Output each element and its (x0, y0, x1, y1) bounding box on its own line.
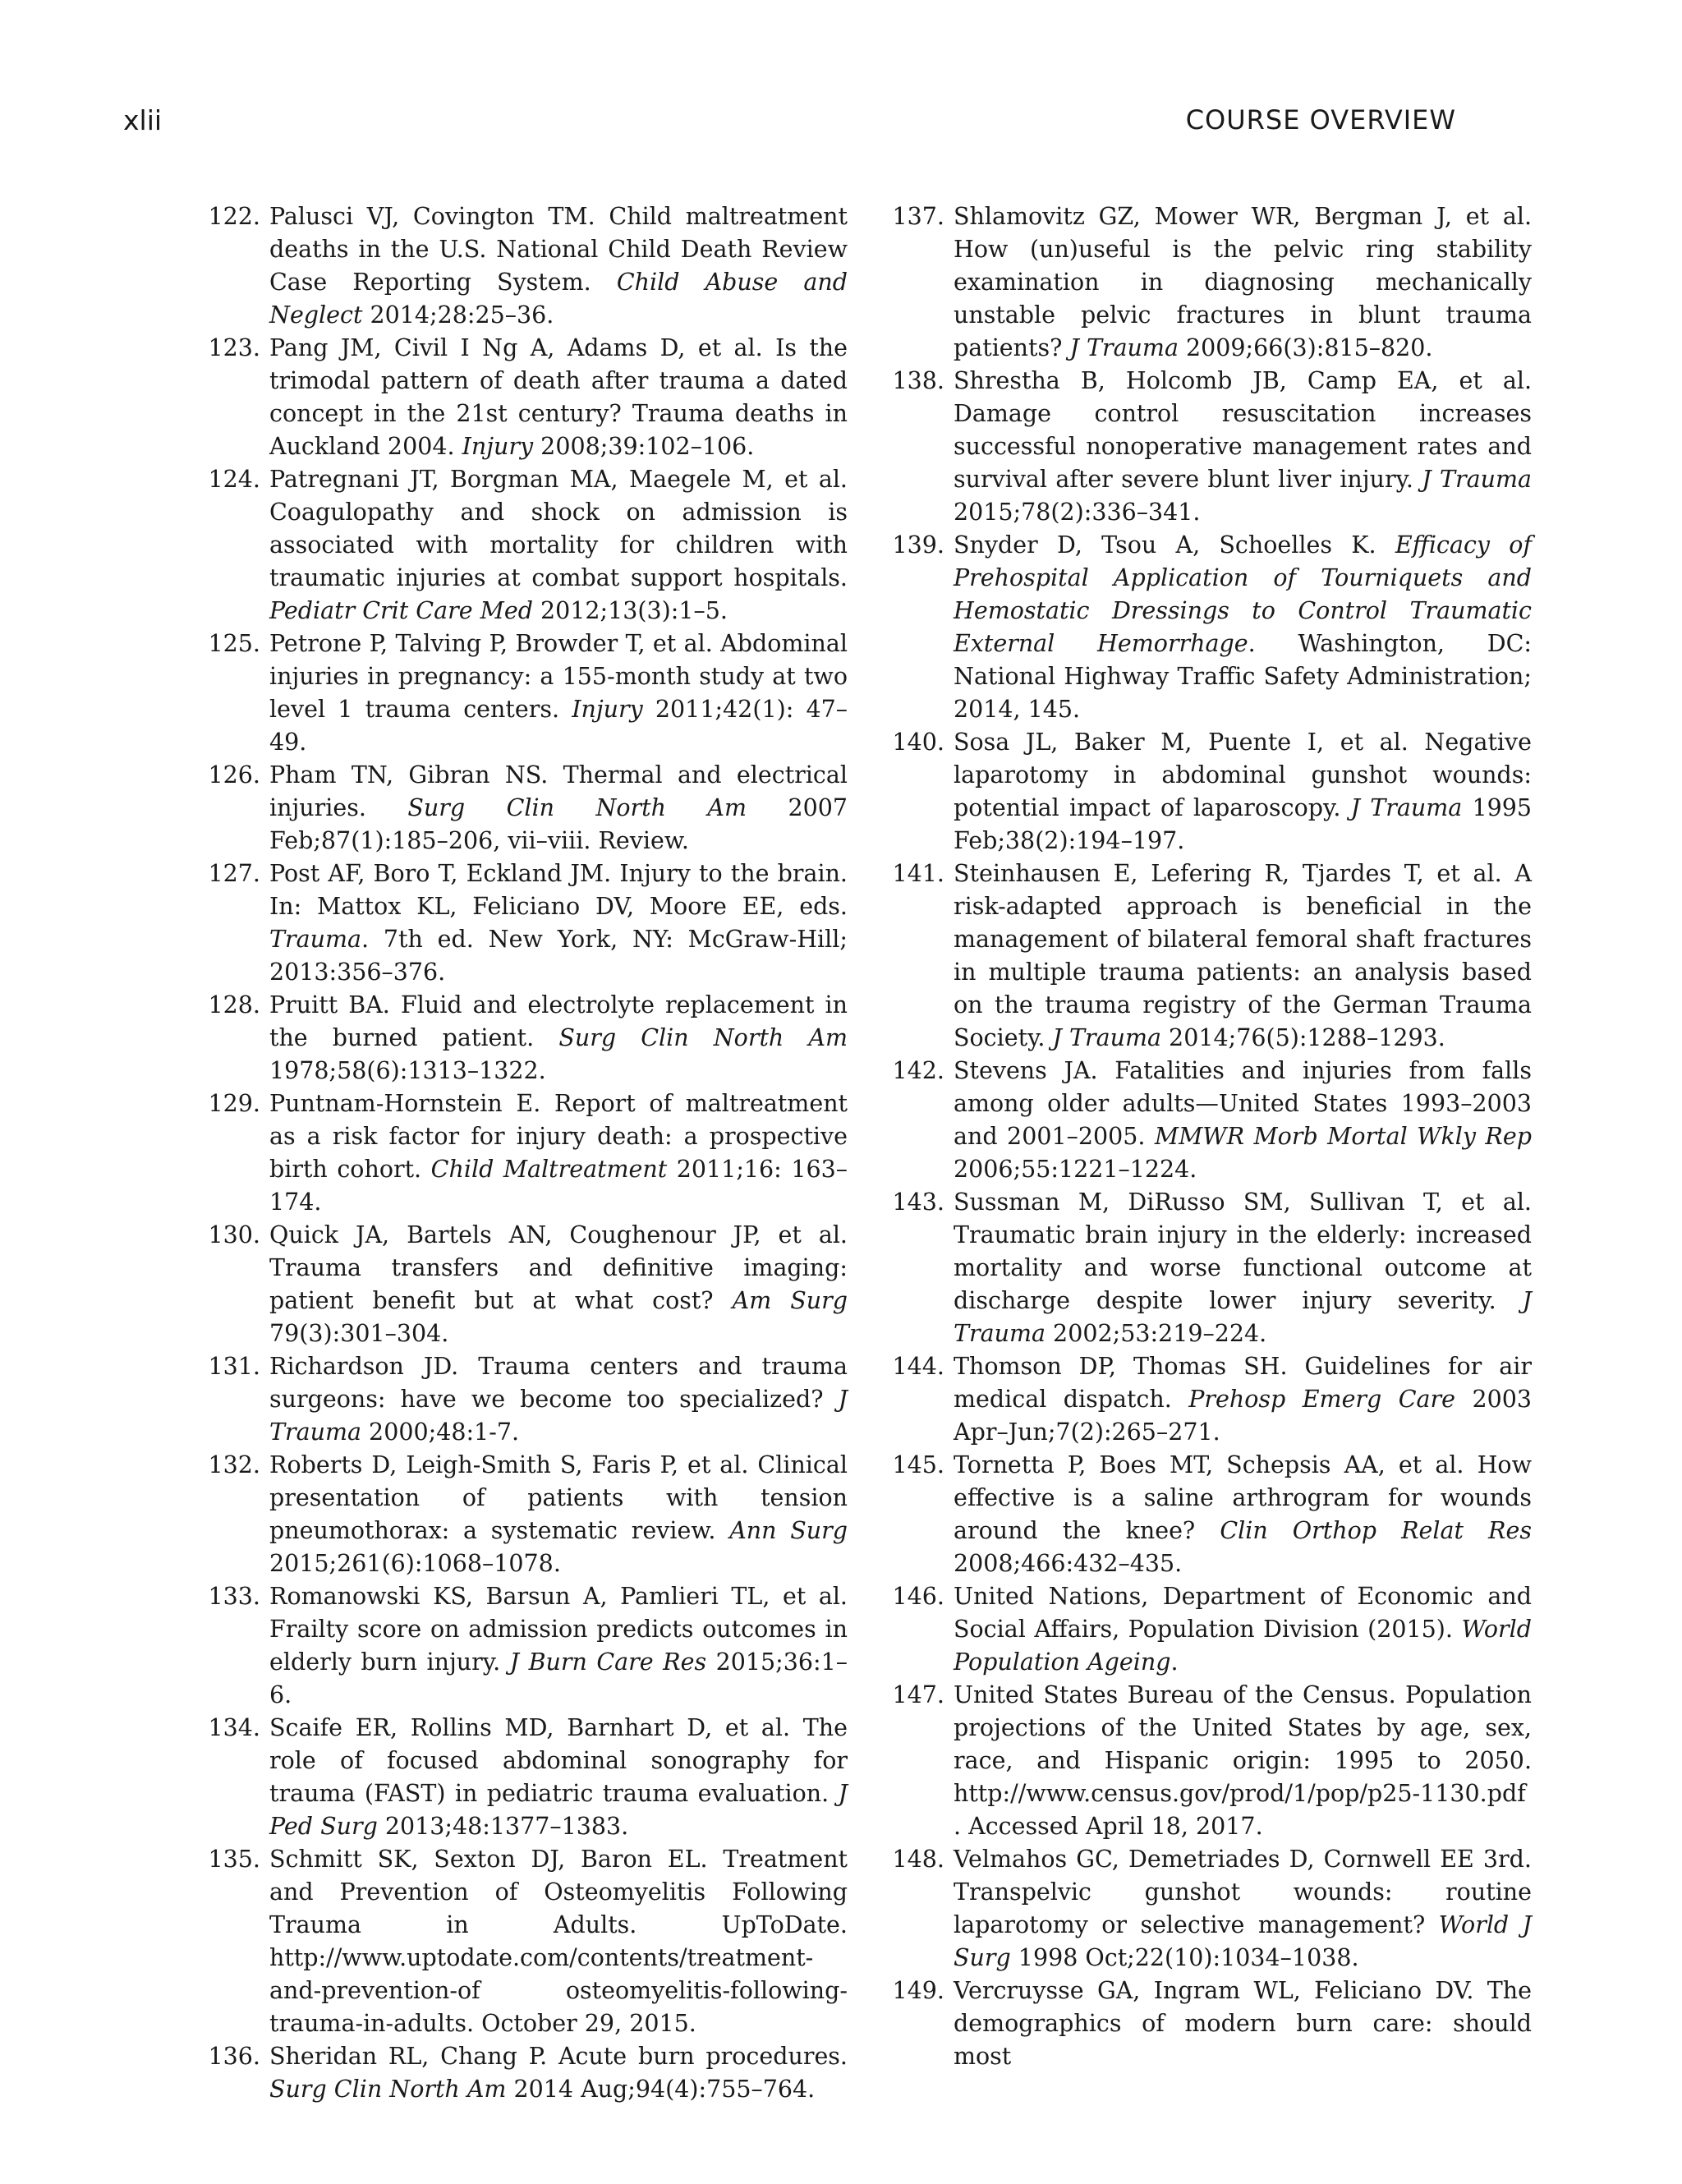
reference-item (201, 1219, 848, 1350)
reference-list-left-column (201, 200, 848, 2106)
reference-number: 131. (208, 1353, 260, 1380)
reference-text-segment: 2002;53:219–224. (1046, 1320, 1267, 1347)
reference-italic-title: Surg Clin North Am (407, 794, 747, 821)
reference-text-segment: Pang JM, Civil I Ng A, Adams D, et al. Is the trimodal pattern of death after trauma a dated concept in the 21st century? Trauma deaths in Auckland 2004. (269, 334, 848, 460)
reference-item (201, 1350, 848, 1449)
reference-italic-title: J Trauma (1350, 794, 1463, 821)
reference-number: 123. (208, 334, 260, 361)
reference-text-segment: Shlamovitz GZ, Mower WR, Bergman J, et al. How (un)useful is the pelvic ring stability examination in diagnosing mechanically unstable pelvic fractures in blunt trauma patients? (954, 203, 1532, 361)
reference-number: 127. (208, 860, 260, 887)
reference-number: 141. (892, 860, 944, 887)
reference-text (954, 1189, 1532, 1347)
reference-italic-title: J Trauma (1422, 466, 1533, 493)
reference-number: 133. (208, 1583, 260, 1610)
reference-text (954, 203, 1532, 361)
reference-number: 140. (892, 729, 944, 756)
reference-italic-title: Surg Clin North Am (558, 1024, 848, 1051)
reference-text (269, 2043, 848, 2103)
reference-text-segment: Shrestha B, Holcomb JB, Camp EA, et al. Damage control resuscitation increases successful nonoperative management rates and survival after severe blunt liver injury. (954, 367, 1532, 493)
reference-text-segment: United Nations, Department of Economic and Social Affairs, Population Division (2015). (954, 1583, 1532, 1643)
reference-text-segment: 2000;48:1-7. (361, 1418, 520, 1446)
reference-italic-title: Efficacy of Prehospital Application of Tourniquets and Hemostatic Dressings to Control Traumatic External Hemorrhage (954, 531, 1532, 657)
reference-item (885, 1449, 1532, 1580)
reference-italic-title: Pediatr Crit Care Med (269, 597, 533, 624)
reference-text (954, 1353, 1532, 1446)
reference-number: 137. (892, 203, 944, 230)
reference-italic-title: J Ped Surg (269, 1780, 848, 1840)
reference-number: 144. (892, 1353, 944, 1380)
reference-text-segment: . 7th ed. New York, NY: McGraw-Hill; 2013:356–376. (269, 926, 848, 986)
reference-item (201, 2040, 848, 2106)
reference-text-segment: 2015;261(6):1068–1078. (269, 1550, 561, 1577)
reference-text-segment: Steinhausen E, Lefering R, Tjardes T, et al. A risk-adapted approach is beneficial in the management of bilateral femoral shaft fractures in multiple trauma patients: an analysis based on the trauma registry of the German Trauma Society. (954, 860, 1532, 1051)
reference-italic-title: Injury (572, 696, 643, 723)
running-head: COURSE OVERVIEW (1185, 104, 1456, 136)
reference-text-segment: Pruitt BA. Fluid and electrolyte replacement in the burned patient. (269, 991, 848, 1051)
reference-text-segment: Stevens JA. Fatalities and injuries from falls among older adults—United States 1993–2003 and 2001–2005. (954, 1057, 1532, 1150)
reference-item (885, 1055, 1532, 1186)
reference-text (269, 466, 848, 624)
reference-italic-title: World J Surg (954, 1911, 1532, 1971)
reference-text-segment: 2008;39:102–106. (533, 433, 755, 460)
reference-italic-title: Clin Orthop Relat Res (1220, 1517, 1533, 1544)
reference-item (885, 365, 1532, 529)
reference-text (269, 630, 848, 756)
reference-text-segment: 2011;16: 163–174. (269, 1156, 848, 1216)
reference-item (885, 1975, 1532, 2073)
reference-italic-title: Ann Surg (729, 1517, 848, 1544)
reference-item (885, 858, 1532, 1055)
reference-item (201, 463, 848, 628)
reference-italic-title: Injury (462, 433, 534, 460)
reference-text (269, 203, 848, 329)
reference-text-segment: 2009;66(3):815–820. (1178, 334, 1433, 361)
reference-item (201, 989, 848, 1087)
reference-number: 129. (208, 1090, 260, 1117)
reference-text (954, 1057, 1532, 1183)
reference-number: 126. (208, 761, 260, 789)
reference-text-segment: Roberts D, Leigh-Smith S, Faris P, et al. Clinical presentation of patients with tension pneumothorax: a systematic review. (269, 1451, 848, 1544)
reference-text-segment: Post AF, Boro T, Eckland JM. Injury to the brain. In: Mattox KL, Feliciano DV, Moore EE, eds. (269, 860, 848, 920)
reference-text-segment: Sosa JL, Baker M, Puente I, et al. Negative laparotomy in abdominal gunshot wounds: potential impact of laparoscopy. (954, 729, 1532, 821)
reference-text-segment: 2007 Feb;87(1):185–206, vii–viii. Review. (269, 794, 848, 854)
reference-number: 143. (892, 1189, 944, 1216)
reference-text-segment: United States Bureau of the Census. Population projections of the United States by age, sex, race, and Hispanic origin: 1995 to 2050. http://www.​census.gov/prod/1/pop/p25-1130.pdf . Accessed April 18, 2017. (954, 1681, 1532, 1840)
reference-item (201, 332, 848, 463)
reference-number: 136. (208, 2043, 260, 2070)
reference-text-segment: 2013;48:1377–1383. (377, 1813, 629, 1840)
reference-text-segment: Romanowski KS, Barsun A, Pamlieri TL, et al. Frailty score on admission predicts outcomes in elderly burn injury. (269, 1583, 848, 1676)
reference-text-segment: 2011;42(1): 47–49. (269, 696, 848, 756)
reference-number: 148. (892, 1846, 944, 1873)
reference-number: 135. (208, 1846, 260, 1873)
reference-text (269, 991, 848, 1084)
reference-text (269, 1353, 848, 1446)
reference-text-segment: Palusci VJ, Covington TM. Child maltreatment deaths in the U.S. National Child Death Review Case Reporting System. (269, 203, 848, 296)
reference-text-segment: 2003 Apr–Jun;7(2):265–271. (954, 1386, 1532, 1446)
reference-item (201, 1449, 848, 1580)
reference-number: 139. (892, 531, 944, 559)
reference-text (269, 860, 848, 986)
reference-text-segment: 2006;55:1221–1224. (954, 1156, 1197, 1183)
reference-text (269, 1846, 848, 2037)
page-number: xlii (123, 104, 163, 136)
reference-italic-title: World Population Ageing (954, 1616, 1532, 1676)
reference-item (201, 759, 848, 858)
reference-text-segment: Pham TN, Gibran NS. Thermal and electrical injuries. (269, 761, 848, 821)
reference-number: 122. (208, 203, 260, 230)
reference-text-segment: . (1170, 1648, 1179, 1676)
reference-text-segment: 1998 Oct;22(10):1034–1038. (1010, 1944, 1359, 1971)
reference-text (269, 1451, 848, 1577)
reference-number: 146. (892, 1583, 944, 1610)
reference-text-segment: 2015;36:1–6. (269, 1648, 848, 1708)
reference-italic-title: Trauma (269, 926, 361, 953)
reference-italic-title: Am Surg (732, 1287, 848, 1314)
reference-item (885, 726, 1532, 858)
reference-text (954, 1846, 1532, 1971)
reference-number: 124. (208, 466, 260, 493)
reference-text-segment: Sheridan RL, Chang P. Acute burn procedures. (269, 2043, 848, 2070)
reference-item (885, 1843, 1532, 1975)
reference-text-segment: Patregnani JT, Borgman MA, Maegele M, et al. Coagulopathy and shock on admission is associated with mortality for children with traumatic injuries at combat support hospitals. (269, 466, 848, 591)
reference-text-segment: 2014 Aug;94(4):755–764. (506, 2076, 816, 2103)
reference-text (954, 367, 1532, 526)
reference-item (201, 1843, 848, 2040)
reference-text-segment: Petrone P, Talving P, Browder T, et al. Abdominal injuries in pregnancy: a 155-month study at two level 1 trauma centers. (269, 630, 848, 723)
reference-text (269, 761, 848, 854)
reference-text-segment: Tornetta P, Boes MT, Schepsis AA, et al. How effective is a saline arthrogram for wounds around the knee? (954, 1451, 1532, 1544)
reference-item (201, 1712, 848, 1843)
reference-text-segment: Schmitt SK, Sexton DJ, Baron EL. Treatment and Prevention of Osteomyelitis Following Trauma in Adults. UpToDate. http://www.uptodate.​com/contents/treatment-and-prevention-of​ osteomyelitis-following-trauma-in-adults. October 29, 2015. (269, 1846, 848, 2037)
reference-text-segment: 2014;76(5):1288–1293. (1161, 1024, 1445, 1051)
reference-item (885, 1186, 1532, 1350)
reference-text-segment: Snyder D, Tsou A, Schoelles K. (954, 531, 1395, 559)
reference-italic-title: J Trauma (1052, 1024, 1161, 1051)
reference-text (954, 1583, 1532, 1676)
reference-text-segment: 1995 Feb;38(2):194–197. (954, 794, 1532, 854)
reference-number: 142. (892, 1057, 944, 1084)
reference-text (269, 1090, 848, 1216)
reference-text-segment: 2012;13(3):1–5. (532, 597, 728, 624)
reference-item (201, 1087, 848, 1219)
reference-item (201, 1580, 848, 1712)
reference-text (954, 1681, 1532, 1840)
reference-text (954, 1451, 1532, 1577)
reference-number: 125. (208, 630, 260, 657)
reference-italic-title: MMWR Morb Mortal Wkly Rep (1154, 1123, 1532, 1150)
reference-item (885, 1580, 1532, 1679)
reference-number: 138. (892, 367, 944, 394)
reference-list-right-column (885, 200, 1532, 2073)
reference-text (269, 1221, 848, 1347)
reference-italic-title: J Burn Care Res (509, 1648, 707, 1676)
reference-item (885, 1350, 1532, 1449)
reference-item (201, 628, 848, 759)
reference-text-segment: Thomson DP, Thomas SH. Guidelines for air medical dispatch. (954, 1353, 1532, 1413)
reference-text-segment: Vercruysse GA, Ingram WL, Feliciano DV. The demographics of modern burn care: should most (954, 1977, 1532, 2070)
reference-text-segment: Velmahos GC, Demetriades D, Cornwell EE 3rd. Transpelvic gunshot wounds: routine laparotomy or selective management? (954, 1846, 1532, 1938)
reference-text-segment: Scaife ER, Rollins MD, Barnhart D, et al. The role of focused abdominal sonography for trauma (FAST) in pediatric trauma evaluation. (269, 1714, 848, 1807)
reference-item (201, 858, 848, 989)
reference-text (954, 729, 1532, 854)
reference-italic-title: J Trauma (1069, 334, 1179, 361)
reference-text-segment: 2014;28:25–36. (362, 301, 554, 329)
reference-italic-title: Prehosp Emerg Care (1188, 1386, 1456, 1413)
reference-text (954, 1977, 1532, 2070)
reference-italic-title: J Trauma (269, 1386, 848, 1446)
reference-item (885, 200, 1532, 365)
reference-text-segment: Quick JA, Bartels AN, Coughenour JP, et al. Trauma transfers and definitive imaging: patient benefit but at what cost? (269, 1221, 848, 1314)
reference-number: 128. (208, 991, 260, 1018)
reference-text-segment: 2015;78(2):336–341. (954, 499, 1201, 526)
reference-text (269, 334, 848, 460)
reference-text-segment: 1978;58(6):1313–1322. (269, 1057, 546, 1084)
reference-number: 145. (892, 1451, 944, 1478)
reference-text (269, 1714, 848, 1840)
reference-text-segment: Richardson JD. Trauma centers and trauma surgeons: have we become too specialized? (269, 1353, 848, 1413)
reference-number: 132. (208, 1451, 260, 1478)
reference-item (885, 529, 1532, 726)
reference-item (201, 200, 848, 332)
reference-italic-title: Child Abuse and Neglect (269, 269, 848, 329)
reference-text (954, 531, 1532, 723)
reference-text-segment: 2008;466:432–435. (954, 1550, 1183, 1577)
reference-text-segment: Sussman M, DiRusso SM, Sullivan T, et al. Traumatic brain injury in the elderly: increased mortality and worse functional outcome at discharge despite lower injury severity. (954, 1189, 1532, 1314)
reference-text-segment: . Washington, DC: National Highway Traffic Safety Administration; 2014, 145. (954, 630, 1533, 723)
reference-italic-title: Surg Clin North Am (269, 2076, 507, 2103)
reference-italic-title: J Trauma (954, 1287, 1532, 1347)
reference-item (885, 1679, 1532, 1843)
reference-text-segment: 79(3):301–304. (269, 1320, 449, 1347)
reference-number: 147. (892, 1681, 944, 1708)
reference-text-segment: Puntnam-Hornstein E. Report of maltreatment as a risk factor for injury death: a prospective birth cohort. (269, 1090, 848, 1183)
reference-text (269, 1583, 848, 1708)
reference-text (954, 860, 1532, 1051)
reference-italic-title: Child Maltreatment (430, 1156, 668, 1183)
reference-number: 130. (208, 1221, 260, 1248)
reference-number: 134. (208, 1714, 260, 1741)
reference-number: 149. (892, 1977, 944, 2004)
